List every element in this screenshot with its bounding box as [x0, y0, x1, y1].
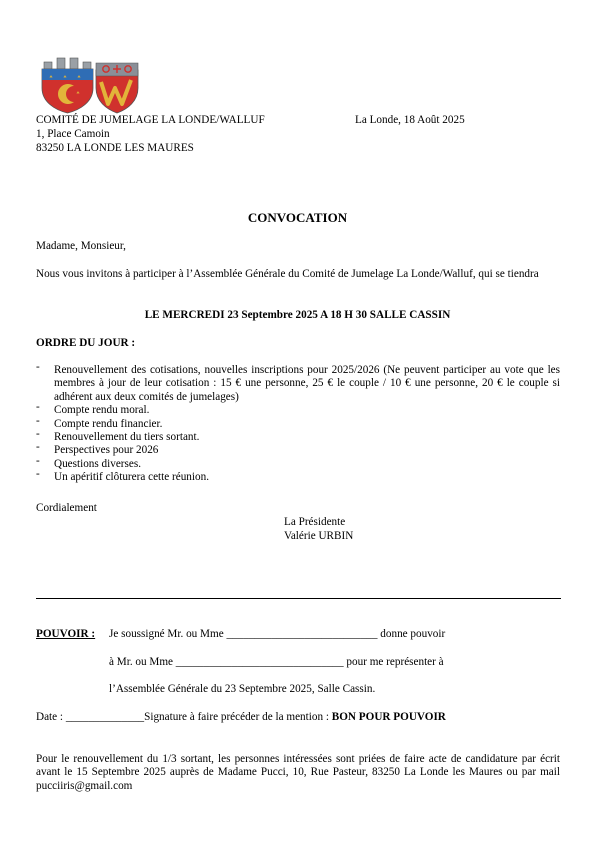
agenda-item: [36, 454, 560, 471]
meeting-details: LE MERCREDI 23 Septembre 2025 A 18 H 30 SALLE CASSIN: [144, 309, 451, 321]
agenda-item: [36, 468, 560, 484]
separator-line: [36, 598, 561, 599]
walluf-crest-icon: [96, 63, 138, 113]
bullet-dash: -: [36, 441, 40, 454]
footer-note: Pour le renouvellement du 1/3 sortant, les personnes intéressées sont priées de faire acte de candidature par écrit avant le 15 Septembre 2025 auprès de Madame Pucci, 10, Rue Pasteur, 83250 La Londe les Maures ou par mail pucciiris@gmail.com: [36, 753, 560, 792]
agenda-item-text: Renouvellement du tiers sortant.: [54, 431, 200, 444]
proxy-line1: Je soussigné Mr. ou Mme ___________________________ donne pouvoir: [109, 628, 446, 640]
agenda-item-text: Perspectives pour 2026: [54, 444, 159, 457]
agenda-item: [36, 401, 560, 417]
sender-address-line1: 1, Place Camoin: [36, 128, 110, 140]
coats-of-arms-logo: [38, 56, 142, 114]
proxy-mention: BON POUR POUVOIR: [331, 711, 446, 723]
bullet-dash: -: [36, 468, 40, 481]
signature-role: La Présidente: [284, 516, 346, 528]
proxy-label: POUVOIR :: [36, 628, 96, 640]
agenda-item-text: Compte rendu financier.: [54, 417, 163, 430]
signature-name: Valérie URBIN: [284, 530, 354, 542]
document-title: CONVOCATION: [247, 210, 348, 225]
bullet-dash: -: [36, 401, 40, 414]
bullet-dash: -: [36, 414, 40, 427]
salutation: Madame, Monsieur,: [36, 240, 126, 252]
proxy-date-text: Date : ______________Signature à faire précéder de la mention :: [36, 711, 332, 723]
agenda-title: ORDRE DU JOUR :: [36, 337, 136, 349]
proxy-line3: l’Assemblée Générale du 23 Septembre 2025, Salle Cassin.: [109, 683, 376, 695]
bullet-dash: -: [36, 428, 40, 441]
closing: Cordialement: [36, 502, 97, 514]
la-londe-crest-icon: [42, 58, 93, 113]
intro-paragraph: Nous vous invitons à participer à l’Assemblée Générale du Comité de Jumelage La Londe/Walluf, qui se tiendra: [36, 268, 539, 280]
sender-address-line2: 83250 LA LONDE LES MAURES: [36, 142, 194, 154]
agenda-item: [36, 414, 560, 431]
agenda-list: [36, 361, 560, 485]
agenda-item: [36, 441, 560, 457]
place-and-date: La Londe, 18 Août 2025: [355, 114, 465, 126]
sender-name: COMITÉ DE JUMELAGE LA LONDE/WALLUF: [36, 114, 265, 126]
proxy-line2: à Mr. ou Mme ______________________________ pour me représenter à: [109, 656, 444, 668]
agenda-item-text: Renouvellement des cotisations, nouvelles inscriptions pour 2025/2026 (Ne peuvent participer au vote que les membres à jour de leur cotisation : 15 € une personne, 25 € le couple / 10 € une personne, 20 € le couple si adhérent aux deux comités de jumelages): [54, 364, 560, 403]
agenda-item-text: Un apéritif clôturera cette réunion.: [54, 471, 209, 484]
agenda-item-text: Questions diverses.: [54, 457, 142, 470]
bullet-dash: -: [36, 361, 40, 373]
agenda-item: [36, 361, 560, 404]
agenda-item-text: Compte rendu moral.: [54, 404, 150, 417]
proxy-date-line: [36, 711, 446, 724]
bullet-dash: -: [36, 454, 40, 467]
agenda-item: [36, 428, 560, 444]
